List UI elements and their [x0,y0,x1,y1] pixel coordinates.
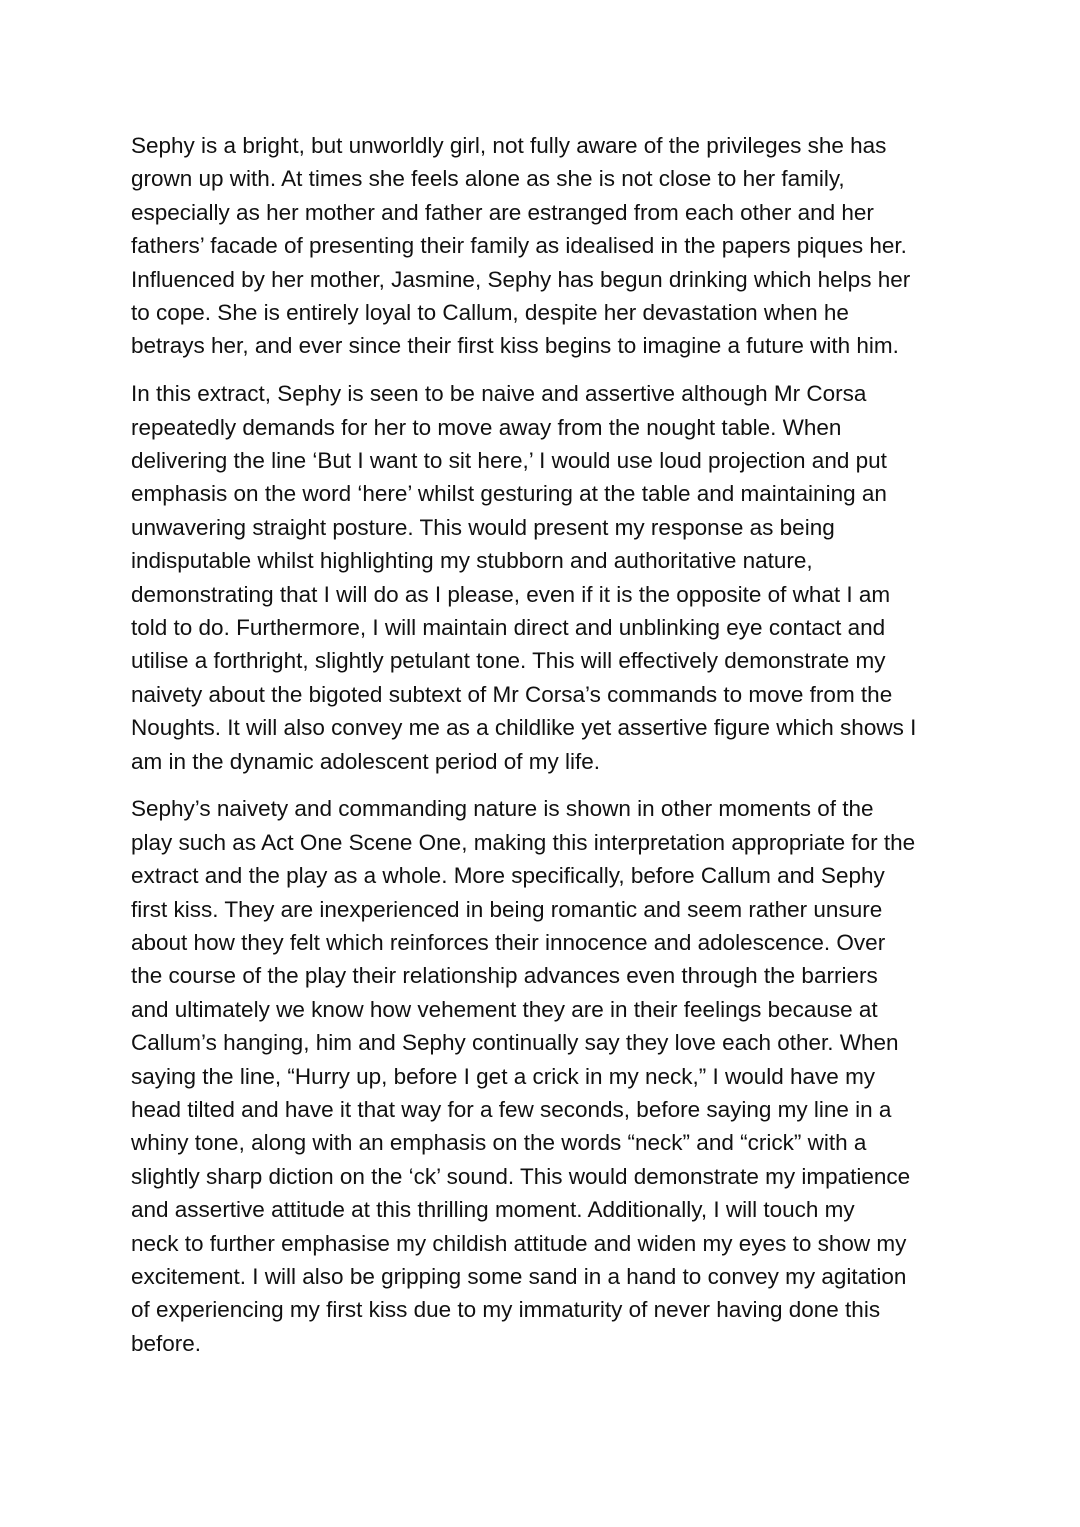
text-line: demonstrating that I will do as I please, even if it is the opposite of what I am [131,581,891,607]
text-line: the course of the play their relationship advances even through the barriers [131,963,878,989]
text-line: am in the dynamic adolescent period of my life. [131,748,600,774]
paragraph-wider-play [131,792,1031,1360]
text-line: Callum’s hanging, him and Sephy continually say they love each other. When [131,1030,899,1056]
text-line: and assertive attitude at this thrilling moment. Additionally, I will touch my [131,1197,855,1223]
text-line: whiny tone, along with an emphasis on the words “neck” and “crick” with a [131,1130,867,1156]
text-line: betrays her, and ever since their first kiss begins to imagine a future with him. [131,333,899,359]
text-line: extract and the play as a whole. More specifically, before Callum and Sephy [131,863,885,889]
text-line: excitement. I will also be gripping some sand in a hand to convey my agitation [131,1263,907,1289]
text-line: Sephy’s naivety and commanding nature is shown in other moments of the [131,796,874,822]
text-line: grown up with. At times she feels alone as she is not close to her family, [131,166,845,192]
text-line: Noughts. It will also convey me as a childlike yet assertive figure which shows I [131,715,917,741]
text-line: In this extract, Sephy is seen to be naive and assertive although Mr Corsa [131,381,867,407]
text-line: and ultimately we know how vehement they are in their feelings because at [131,996,878,1022]
text-line: about how they felt which reinforces their innocence and adolescence. Over [131,929,886,955]
text-line: first kiss. They are inexperienced in being romantic and seem rather unsure [131,896,883,922]
text-line: especially as her mother and father are estranged from each other and her [131,199,874,225]
text-line: of experiencing my first kiss due to my immaturity of never having done this [131,1297,881,1323]
text-line: play such as Act One Scene One, making this interpretation appropriate for the [131,829,916,855]
text-line: told to do. Furthermore, I will maintain direct and unblinking eye contact and [131,614,886,640]
text-line: naivety about the bigoted subtext of Mr Corsa’s commands to move from the [131,681,893,707]
text-line: utilise a forthright, slightly petulant tone. This will effectively demonstrate my [131,648,886,674]
text-line: emphasis on the word ‘here’ whilst gesturing at the table and maintaining an [131,481,887,507]
text-line: saying the line, “Hurry up, before I get a crick in my neck,” I would have my [131,1063,876,1089]
text-line: before. [131,1330,202,1356]
text-line: slightly sharp diction on the ‘ck’ sound. This would demonstrate my impatience [131,1163,911,1189]
text-line: repeatedly demands for her to move away from the nought table. When [131,414,842,440]
document-body [131,129,1031,1375]
text-line: Sephy is a bright, but unworldly girl, not fully aware of the privileges she has [131,133,887,158]
text-line: Influenced by her mother, Jasmine, Sephy has begun drinking which helps her [131,266,911,292]
text-line: to cope. She is entirely loyal to Callum, despite her devastation when he [131,299,849,325]
text-line: indisputable whilst highlighting my stubborn and authoritative nature, [131,548,813,574]
text-line: fathers’ facade of presenting their family as idealised in the papers piques her. [131,233,907,259]
text-line: unwavering straight posture. This would present my response as being [131,514,835,540]
text-line: neck to further emphasise my childish attitude and widen my eyes to show my [131,1230,907,1256]
text-line: delivering the line ‘But I want to sit here,’ I would use loud projection and put [131,448,887,474]
text-line: head tilted and have it that way for a few seconds, before saying my line in a [131,1096,892,1122]
paragraph-character-description [131,129,1031,363]
paragraph-extract-analysis [131,377,1031,778]
